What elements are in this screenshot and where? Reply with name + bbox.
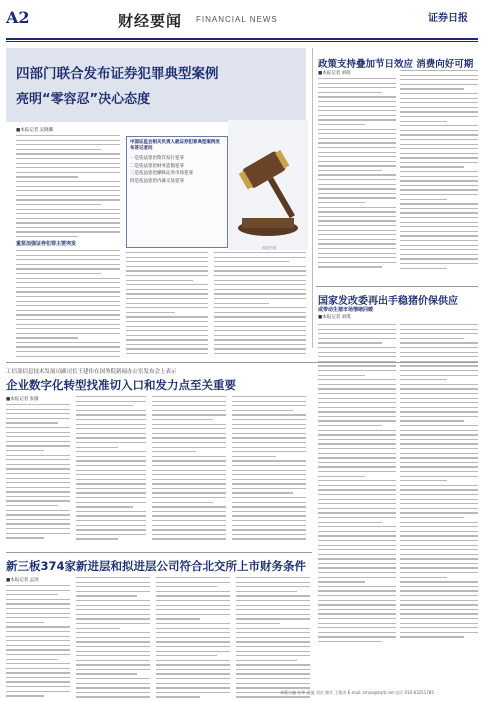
mid-story-headline: 企业数字化转型找准切入口和发力点至关重要 bbox=[6, 378, 236, 392]
lead-body-col-1 bbox=[16, 135, 120, 241]
section-title: 财经要闻 bbox=[118, 12, 183, 30]
bottom-col-3 bbox=[156, 577, 230, 701]
masthead-rule bbox=[6, 38, 478, 40]
bottom-col-2 bbox=[76, 577, 150, 701]
lead-inset-list bbox=[130, 155, 222, 185]
column-divider bbox=[312, 48, 313, 348]
lead-inset-box bbox=[126, 136, 228, 248]
inset-item: 四是依法惩治内幕交易犯罪 bbox=[130, 178, 184, 184]
mid-col-4 bbox=[232, 396, 306, 543]
mid-col-2 bbox=[76, 396, 146, 543]
page-footer: 本版主编 孙华 责编 刘宏 制作 王敬涛 E-mail: zmzx@zqrb.net 电话 010-83251785 bbox=[280, 690, 434, 695]
mid-story-kicker: 工信部信息技术发展司副司长王建伟在国务院新闻办公室发布会上表示 bbox=[6, 369, 177, 375]
inset-item: 二是依法惩治财务造假犯罪 bbox=[130, 163, 184, 169]
lead-body-col-3 bbox=[214, 252, 306, 358]
right-story-divider bbox=[316, 286, 478, 287]
right-story-2-headline: 国家发改委再出手稳猪价保供应 bbox=[318, 296, 458, 307]
lead-body-col-1b bbox=[16, 250, 120, 360]
lead-headline-box bbox=[6, 48, 306, 122]
mid-col-3 bbox=[152, 396, 226, 543]
right-story-2-col-1 bbox=[318, 324, 396, 646]
right-story-2-col-2 bbox=[400, 324, 478, 641]
lead-body-col-2 bbox=[126, 252, 208, 358]
bottom-story-byline: ■本报记者 孟珂 bbox=[6, 578, 39, 583]
lead-subheadline: 亮明“零容忍”决心态度 bbox=[16, 92, 151, 107]
gavel-illustration bbox=[228, 120, 308, 250]
mid-story-byline: ■本报记者 张敏 bbox=[6, 397, 39, 402]
right-story-2-subheadline: 或带动生猪市场情绪回暖 bbox=[318, 307, 374, 313]
right-story-1-col-2 bbox=[400, 70, 478, 272]
right-story-1-col-1 bbox=[318, 78, 396, 271]
page-number: A2 bbox=[6, 8, 30, 27]
lead-inset-title: 中国证监会相关负责人就证券犯罪典型案例发布答记者问 bbox=[130, 140, 220, 151]
right-story-2-byline: ■本报记者 刘琪 bbox=[318, 315, 351, 320]
bottom-col-4 bbox=[236, 577, 310, 701]
inset-item: 三是依法惩治操纵证券市场犯罪 bbox=[130, 171, 193, 177]
lead-byline: ■本报记者 吴晓璐 bbox=[16, 128, 54, 133]
bottom-story-headline: 新三板374家新进层和拟进层公司符合北交所上市财务条件 bbox=[6, 559, 307, 573]
newspaper-logo: 证券日报 bbox=[428, 13, 468, 24]
lead-headline: 四部门联合发布证券犯罪典型案例 bbox=[16, 66, 219, 82]
lead-section-head: 重惩加强证券犯罪主要突发 bbox=[16, 241, 77, 247]
section-title-en: FINANCIAL NEWS bbox=[196, 15, 278, 24]
right-story-1-byline: ■本报记者 刘萌 bbox=[318, 71, 351, 76]
bottom-story-divider bbox=[6, 552, 312, 553]
mid-col-1 bbox=[6, 404, 70, 542]
bottom-col-1 bbox=[6, 585, 70, 700]
masthead-rule-thin bbox=[6, 41, 478, 42]
photo-credit: 视觉中国 bbox=[262, 246, 276, 250]
right-story-1-headline: 政策支持叠加节日效应 消费向好可期 bbox=[318, 59, 474, 70]
inset-item: 一是依法惩治欺诈发行犯罪 bbox=[130, 156, 184, 161]
